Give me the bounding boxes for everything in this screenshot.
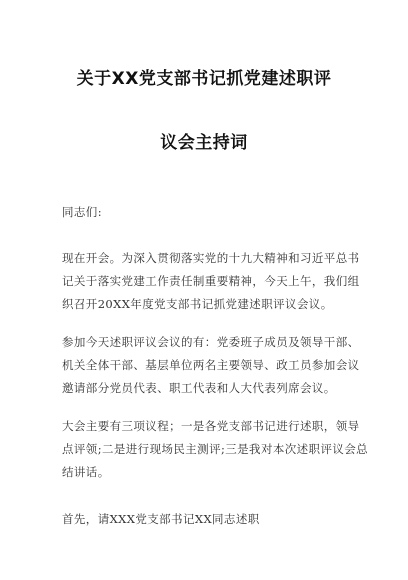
document-title-line2: 议会主持词 [160, 133, 248, 153]
paragraph-line: 邀请部分党员代表、职工代表和人大代表列席会议。 [62, 381, 336, 395]
paragraph-line: 大会主要有三项议程；一是各党支部书记进行述职，领导 [62, 419, 360, 433]
document-title-line1: 关于XX党支部书记抓党建述职评 [76, 69, 332, 89]
paragraph-agenda [62, 415, 369, 484]
paragraph-line: 首先，请XXX党支部书记XX同志述职 [62, 512, 260, 526]
paragraph-line: 织召开20XX年度党支部书记抓党建述职评议会议。 [62, 297, 333, 311]
greeting: 同志们: [62, 205, 102, 219]
paragraph-opening [62, 247, 362, 316]
paragraph-line: 现在开会。为深入贯彻落实党的十九大精神和习近平总书 [62, 251, 360, 265]
paragraph-line: 机关全体干部、基层单位两名主要领导、政工员参加会议 [62, 358, 360, 372]
paragraph-line: 记关于落实党建工作责任制重要精神，今天上午，我们组 [62, 274, 360, 288]
paragraph-line: 结讲话。 [62, 465, 110, 479]
paragraph-line: 参加今天述职评议会议的有：党委班子成员及领导干部、 [62, 335, 360, 349]
paragraph-first-report [62, 508, 362, 531]
paragraph-attendees [62, 331, 362, 400]
paragraph-line: 点评领;二是进行现场民主测评;三是我对本次述职评议会总 [62, 442, 369, 456]
